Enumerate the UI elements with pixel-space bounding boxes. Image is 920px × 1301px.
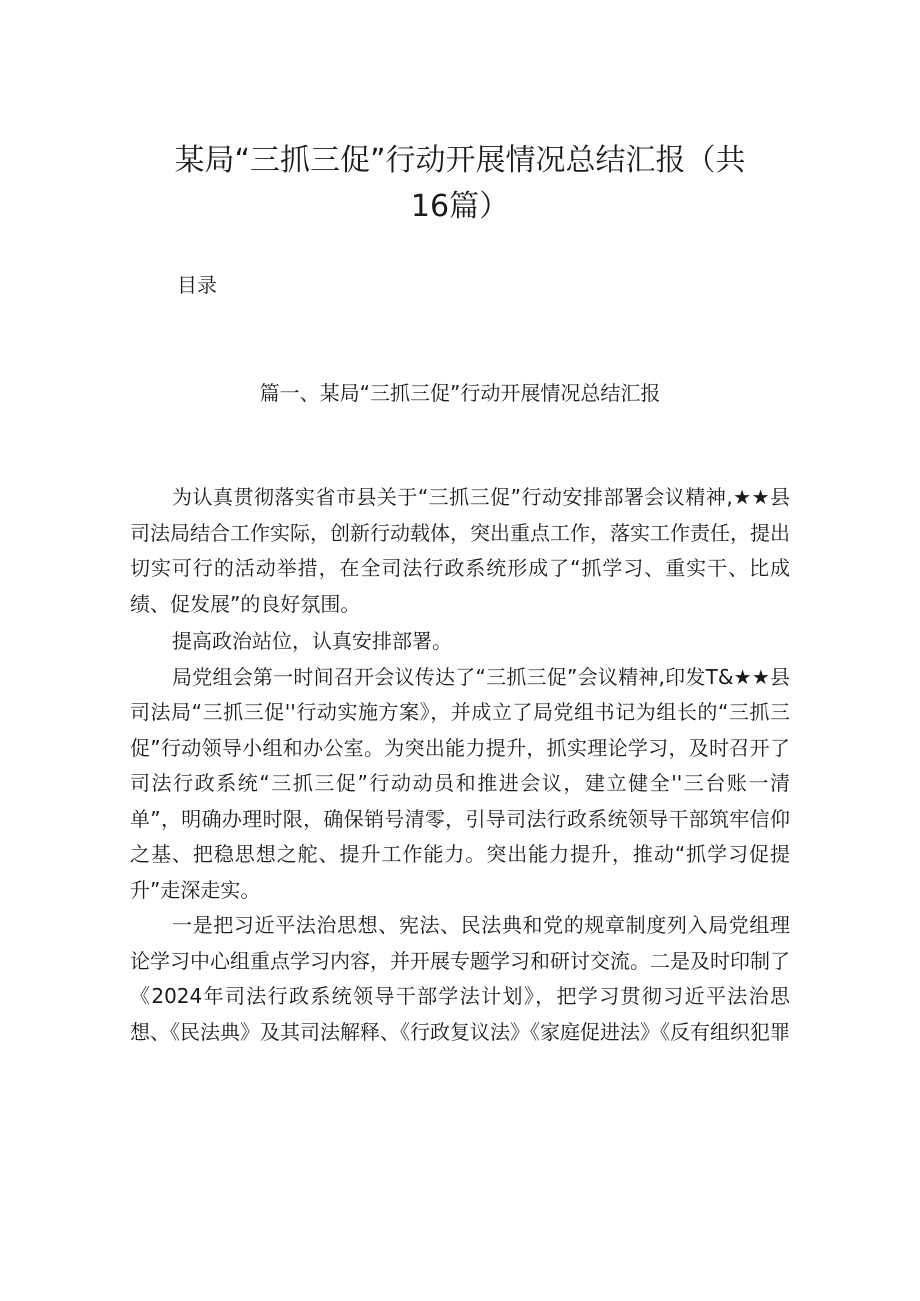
paragraph: 局党组会第一时间召开会议传达了“三抓三促”会议精神,印发T&★★县司法局“三抓三促''行动实施方案》，并成立了局党组书记为组长的“三抓三促”行动领导小组和办公室。为突出能力提升，抓实理论学习，及时召开了司法行政系统“三抓三促”行动动员和推进会议，建立健全''三台账一清单”，明确办理时限，确保销号清零，引导司法行政系统领导干部筑牢信仰之基、把稳思想之舵、提升工作能力。突出能力提升，推动“抓学习促提升”走深走实。 <box>130 664 790 902</box>
paragraph: 提高政治站位，认真安排部署。 <box>172 629 452 653</box>
toc-label: 目录 <box>177 273 217 297</box>
body-text <box>130 480 790 1050</box>
document-title-line1: 某局“三抓三促”行动开展情况总结汇报（共 <box>174 143 746 178</box>
paragraph: 为认真贯彻落实省市县关于“三抓三促”行动安排部署会议精神,★★县司法局结合工作实际，创新行动载体，突出重点工作，落实工作责任，提出切实可行的活动举措，在全司法行政系统形成了“抓学习、重实干、比成绩、促发展”的良好氛围。 <box>130 485 790 616</box>
document-title <box>130 138 790 230</box>
document-title-line2: 16篇） <box>410 189 510 224</box>
section-heading: 篇一、某局“三抓三促”行动开展情况总结汇报 <box>259 381 661 405</box>
paragraph: 一是把习近平法治思想、宪法、民法典和党的规章制度列入局党组理论学习中心组重点学习内容，并开展专题学习和研讨交流。二是及时印制了《2024年司法行政系统领导干部学法计划》，把学习贯彻习近平法治思想、《民法典》及其司法解释、《行政复议法》《家庭促进法》《反有组织犯罪 <box>130 913 790 1044</box>
